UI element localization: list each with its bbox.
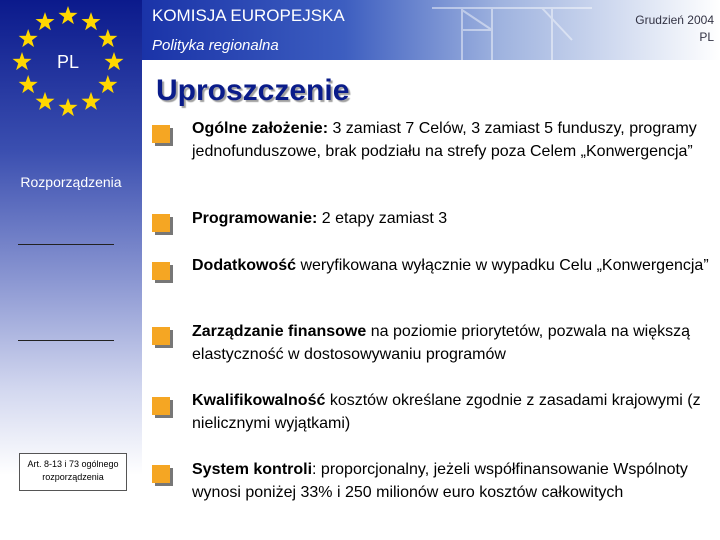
star-icon xyxy=(19,29,38,47)
star-icon xyxy=(35,92,54,110)
star-icon xyxy=(58,98,77,116)
star-icon xyxy=(98,29,117,47)
bullet-square-icon xyxy=(152,125,170,143)
divider xyxy=(18,244,114,245)
divider xyxy=(18,340,114,341)
port-crane-image xyxy=(422,0,602,60)
star-icon xyxy=(35,12,54,30)
bullet-item xyxy=(192,389,714,435)
star-icon xyxy=(19,75,38,93)
bullet-label: Zarządzanie finansowe xyxy=(192,323,367,340)
bullet-text: weryfikowana wyłącznie w wypadku Celu „Konwergencja” xyxy=(296,257,709,274)
bullet-text: 3 zamiast 7 Celów, 3 zamiast 5 funduszy, programy jednofunduszowe, brak podziału na strefy poza Celem „Konwergencja” xyxy=(192,120,697,160)
bullet-text: kosztów określane zgodnie z zasadami krajowymi (z nielicznymi wyjątkami) xyxy=(192,392,701,432)
slide-title: Uproszczenie xyxy=(156,74,350,107)
star-icon xyxy=(98,75,117,93)
sidebar xyxy=(0,0,142,540)
bullet-text: na poziomie priorytetów, pozwala na większą elastyczność w dostosowywaniu programów xyxy=(192,323,690,363)
bullet-text: : proporcjonalny, jeżeli współfinansowanie Wspólnoty wynosi poniżej 33% i 250 milionów euro kosztów całkowitych xyxy=(192,461,688,501)
date-label xyxy=(635,12,714,46)
bullet-item xyxy=(192,207,714,230)
bullet-label: Kwalifikowalność xyxy=(192,392,326,409)
date-line: Grudzień 2004 xyxy=(635,13,714,27)
bullet-item xyxy=(192,458,714,504)
star-icon xyxy=(81,92,100,110)
bullet-square-icon xyxy=(152,327,170,345)
bullet-item xyxy=(192,320,714,366)
language-code: PL xyxy=(699,30,714,44)
country-code: PL xyxy=(56,52,80,72)
bullet-label: Dodatkowość xyxy=(192,257,297,274)
bullet-square-icon xyxy=(152,262,170,280)
bullet-square-icon xyxy=(152,214,170,232)
header-subtitle: Polityka regionalna xyxy=(152,37,279,54)
section-label: Rozporządzenia xyxy=(20,174,122,190)
bullet-label: Programowanie: xyxy=(192,210,318,227)
bullet-label: System kontroli xyxy=(192,461,313,478)
bullet-item xyxy=(192,117,714,163)
bullet-label: Ogólne założenie: xyxy=(192,120,329,137)
organization-name: KOMISJA EUROPEJSKA xyxy=(152,6,345,25)
header-banner xyxy=(142,0,720,60)
bullet-square-icon xyxy=(152,465,170,483)
star-icon xyxy=(81,12,100,30)
bullet-item xyxy=(192,254,714,277)
article-note: Art. 8-13 i 73 ogólnego rozporządzenia xyxy=(19,453,127,491)
star-icon xyxy=(58,6,77,24)
bullet-text: 2 etapy zamiast 3 xyxy=(317,210,448,227)
bullet-square-icon xyxy=(152,397,170,415)
